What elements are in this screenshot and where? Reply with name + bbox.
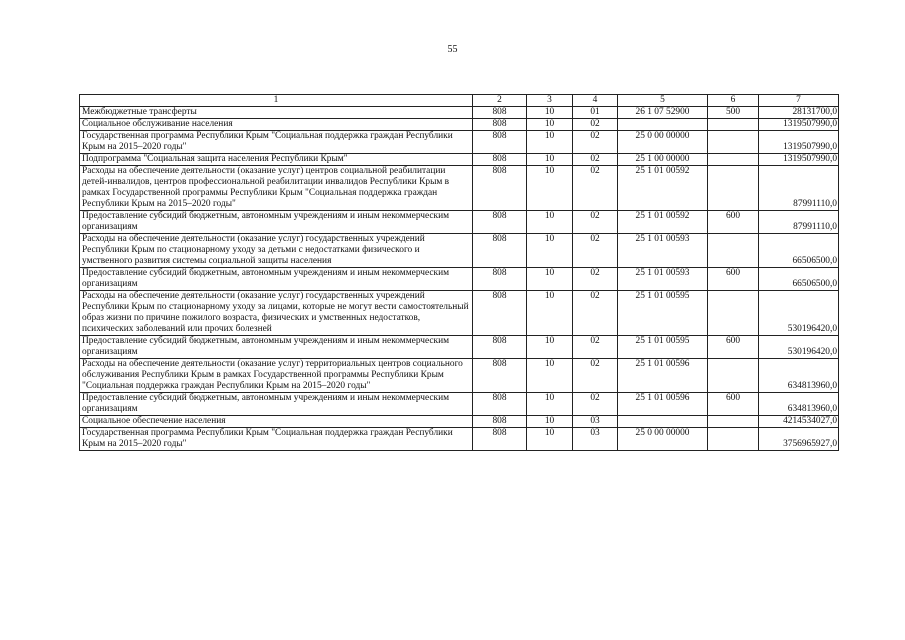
table-row (80, 359, 839, 393)
row-expense-type: 500 (708, 107, 759, 119)
table-row (80, 291, 839, 336)
row-name: Социальное обслуживание населения (80, 119, 473, 131)
row-name: Расходы на обеспечение деятельности (оказание услуг) государственных учреждений Республики Крым по стационарному уходу за лицами, которые не могут вести самостоятельный образ жизни по причине пожилого возраста, физических и умственных недостатков, психических заболеваний или прочих болезней (80, 291, 473, 336)
row-name: Межбюджетные трансферты (80, 107, 473, 119)
row-name: Расходы на обеспечение деятельности (оказание услуг) государственных учреждений Республики Крым по стационарному уходу за детьми с недостатками физического и умственного развития системы социальной защиты населения (80, 234, 473, 268)
row-section: 10 (527, 428, 573, 451)
row-expense-type (708, 131, 759, 154)
table-row (80, 393, 839, 416)
row-subsection: 02 (573, 268, 618, 291)
row-subsection: 02 (573, 119, 618, 131)
row-expense-type (708, 416, 759, 428)
row-target-article (618, 416, 708, 428)
row-code-admin: 808 (473, 336, 527, 359)
row-section: 10 (527, 166, 573, 211)
row-subsection: 02 (573, 211, 618, 234)
row-expense-type (708, 234, 759, 268)
row-amount: 530196420,0 (759, 336, 839, 359)
row-subsection: 03 (573, 428, 618, 451)
row-target-article: 25 1 01 00596 (618, 359, 708, 393)
row-amount: 1319507990,0 (759, 119, 839, 131)
row-code-admin: 808 (473, 211, 527, 234)
row-section: 10 (527, 234, 573, 268)
table-row (80, 154, 839, 166)
row-code-admin: 808 (473, 393, 527, 416)
row-section: 10 (527, 268, 573, 291)
row-amount: 3756965927,0 (759, 428, 839, 451)
row-name: Расходы на обеспечение деятельности (оказание услуг) территориальных центров социального обслуживания Республики Крым в рамках Государственной программы Республики Крым "Социальная поддержка граждан Республики Крым на 2015–2020 годы" (80, 359, 473, 393)
header-cell: 2 (473, 95, 527, 107)
row-code-admin: 808 (473, 131, 527, 154)
row-expense-type (708, 154, 759, 166)
row-subsection: 02 (573, 234, 618, 268)
table-row (80, 336, 839, 359)
row-amount: 66506500,0 (759, 234, 839, 268)
row-amount: 634813960,0 (759, 393, 839, 416)
row-section: 10 (527, 336, 573, 359)
header-cell: 3 (527, 95, 573, 107)
row-target-article: 25 1 01 00595 (618, 336, 708, 359)
row-target-article: 25 1 01 00592 (618, 211, 708, 234)
row-subsection: 02 (573, 166, 618, 211)
row-name: Предоставление субсидий бюджетным, автономным учреждениям и иным некоммерческим организациям (80, 268, 473, 291)
row-subsection: 02 (573, 154, 618, 166)
row-section: 10 (527, 119, 573, 131)
table-row (80, 234, 839, 268)
row-amount: 530196420,0 (759, 291, 839, 336)
row-amount: 28131700,0 (759, 107, 839, 119)
table-row (80, 119, 839, 131)
row-target-article: 25 1 01 00592 (618, 166, 708, 211)
row-name: Предоставление субсидий бюджетным, автономным учреждениям и иным некоммерческим организациям (80, 211, 473, 234)
row-subsection: 02 (573, 393, 618, 416)
row-expense-type: 600 (708, 393, 759, 416)
table-row (80, 211, 839, 234)
row-target-article: 25 0 00 00000 (618, 428, 708, 451)
row-amount: 87991110,0 (759, 211, 839, 234)
row-subsection: 02 (573, 336, 618, 359)
row-subsection: 01 (573, 107, 618, 119)
row-amount: 634813960,0 (759, 359, 839, 393)
row-section: 10 (527, 211, 573, 234)
row-amount: 66506500,0 (759, 268, 839, 291)
row-expense-type: 600 (708, 336, 759, 359)
row-expense-type (708, 291, 759, 336)
row-target-article: 25 0 00 00000 (618, 131, 708, 154)
row-target-article: 25 1 01 00593 (618, 234, 708, 268)
row-code-admin: 808 (473, 234, 527, 268)
row-amount: 1319507990,0 (759, 154, 839, 166)
row-code-admin: 808 (473, 359, 527, 393)
table-row (80, 428, 839, 451)
table-row (80, 268, 839, 291)
row-code-admin: 808 (473, 119, 527, 131)
row-section: 10 (527, 393, 573, 416)
row-amount: 87991110,0 (759, 166, 839, 211)
row-subsection: 02 (573, 359, 618, 393)
row-name: Предоставление субсидий бюджетным, автономным учреждениям и иным некоммерческим организациям (80, 393, 473, 416)
row-subsection: 02 (573, 291, 618, 336)
row-subsection: 03 (573, 416, 618, 428)
row-code-admin: 808 (473, 166, 527, 211)
row-section: 10 (527, 107, 573, 119)
row-section: 10 (527, 416, 573, 428)
row-code-admin: 808 (473, 107, 527, 119)
table-body (80, 107, 839, 451)
row-expense-type (708, 119, 759, 131)
page-number: 55 (447, 44, 458, 55)
row-code-admin: 808 (473, 428, 527, 451)
header-cell: 7 (759, 95, 839, 107)
row-name: Государственная программа Республики Крым "Социальная поддержка граждан Республики Крым на 2015–2020 годы" (80, 428, 473, 451)
row-code-admin: 808 (473, 291, 527, 336)
row-name: Социальное обеспечение населения (80, 416, 473, 428)
budget-table (79, 94, 839, 451)
row-amount: 1319507990,0 (759, 131, 839, 154)
table-header-row (80, 95, 839, 107)
row-expense-type: 600 (708, 268, 759, 291)
row-target-article (618, 119, 708, 131)
table-row (80, 416, 839, 428)
row-section: 10 (527, 131, 573, 154)
table-row (80, 131, 839, 154)
row-expense-type (708, 428, 759, 451)
row-target-article: 26 1 07 52900 (618, 107, 708, 119)
row-name: Подпрограмма "Социальная защита населения Республики Крым" (80, 154, 473, 166)
row-expense-type: 600 (708, 211, 759, 234)
header-cell: 4 (573, 95, 618, 107)
row-expense-type (708, 359, 759, 393)
row-target-article: 25 1 01 00595 (618, 291, 708, 336)
table-row (80, 166, 839, 211)
row-target-article: 25 1 01 00596 (618, 393, 708, 416)
row-code-admin: 808 (473, 416, 527, 428)
row-amount: 4214534027,0 (759, 416, 839, 428)
row-section: 10 (527, 359, 573, 393)
header-cell: 5 (618, 95, 708, 107)
row-target-article: 25 1 01 00593 (618, 268, 708, 291)
row-target-article: 25 1 00 00000 (618, 154, 708, 166)
row-expense-type (708, 166, 759, 211)
row-section: 10 (527, 154, 573, 166)
row-subsection: 02 (573, 131, 618, 154)
row-section: 10 (527, 291, 573, 336)
header-cell: 6 (708, 95, 759, 107)
row-name: Расходы на обеспечение деятельности (оказание услуг) центров социальной реабилитации детей-инвалидов, центров профессиональной реабилитации инвалидов Республики Крым в рамках Государственной программы Республики Крым "Социальная поддержка граждан Республики Крым на 2015–2020 годы" (80, 166, 473, 211)
row-code-admin: 808 (473, 268, 527, 291)
row-name: Предоставление субсидий бюджетным, автономным учреждениям и иным некоммерческим организациям (80, 336, 473, 359)
header-cell: 1 (80, 95, 473, 107)
row-name: Государственная программа Республики Крым "Социальная поддержка граждан Республики Крым на 2015–2020 годы" (80, 131, 473, 154)
table-row (80, 107, 839, 119)
row-code-admin: 808 (473, 154, 527, 166)
